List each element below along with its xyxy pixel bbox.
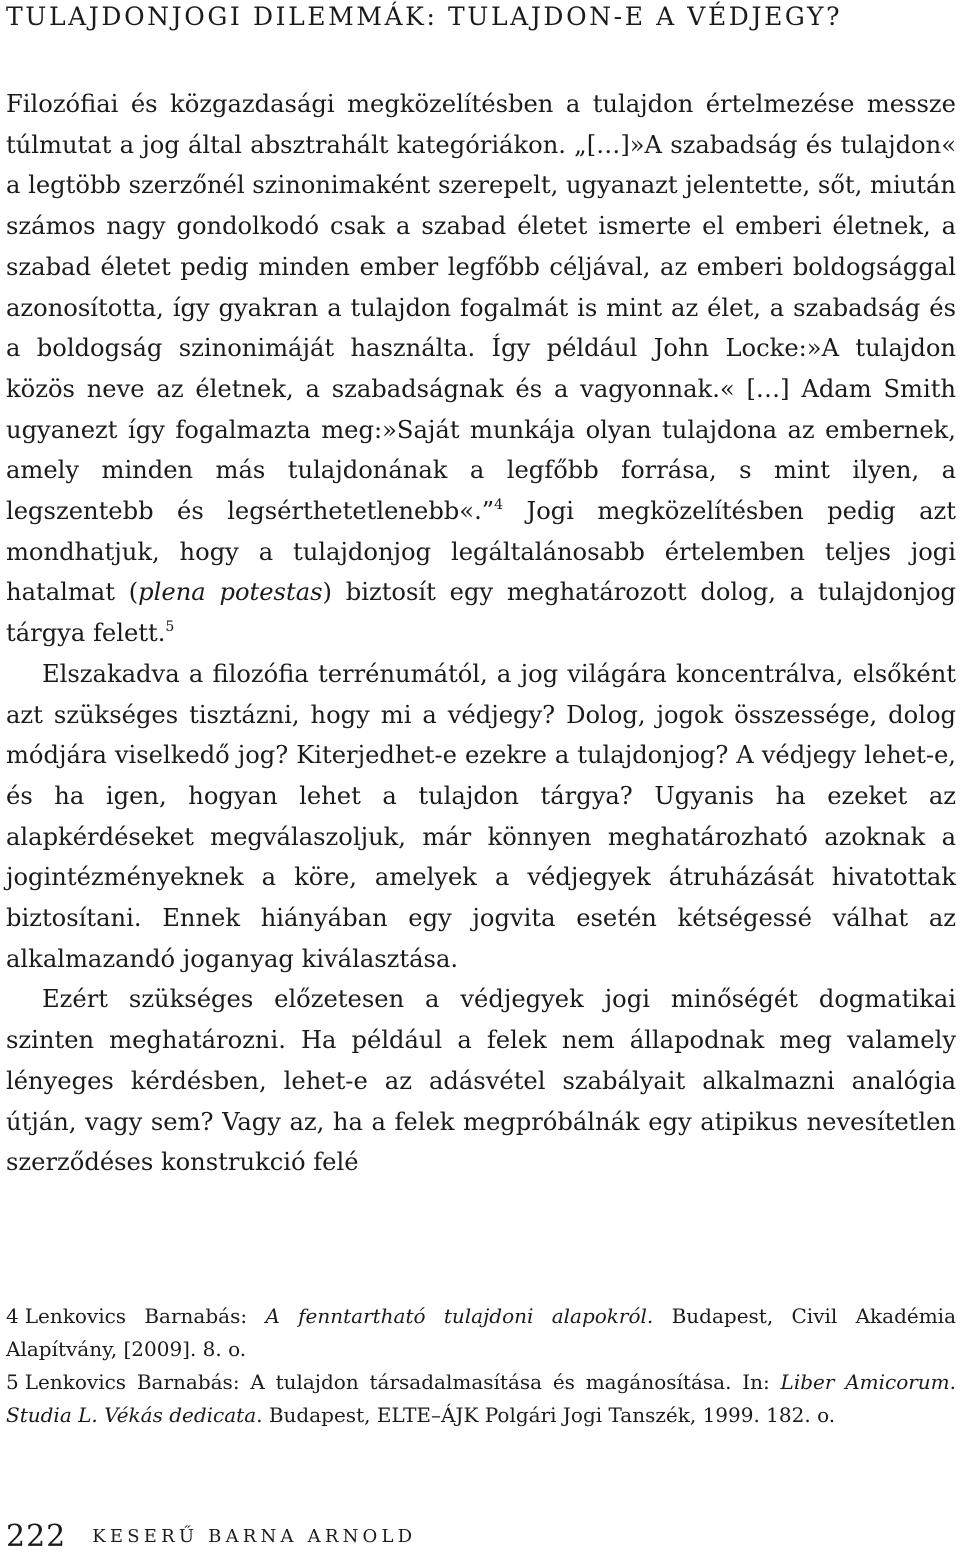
paragraph-2: Elszakadva a filozófia terrénumától, a jog világára koncentrálva, elsőként azt szükséges tisztázni, hogy mi a védjegy? Dolog, jogok összessége, dolog módjára viselkedő jog? Kiterjedhet-e ezekre a tulajdonjog? A védjegy lehet-e, és ha igen, hogyan lehet a tulajdon tárgya? Ugyanis ha ezeket az alapkérdéseket megválaszoljuk, már könnyen meghatározható azoknak a jogintézményeknek a köre, amelyek a védjegyek átruházását hivatottak biztosítani. Ennek hiányában egy jogvita esetén kétségessé válhat az alkalmazandó joganyag kiválasztása. — [6, 659, 956, 973]
footnote-number: 5 — [6, 1370, 19, 1394]
paragraph-1-text-c: ) biztosít egy meghatározott dolog, a tulajdonjog tárgya felett. — [6, 578, 956, 648]
footnote-ref-5[interactable]: 5 — [165, 619, 175, 636]
page-number: 222 — [6, 1519, 67, 1554]
footnote-ref-4[interactable]: 4 — [494, 497, 504, 514]
paragraph-1-text-a: Filozófiai és közgazdasági megközelítésben a tulajdon értelmezése messze túlmutat a jog által absztrahált kategóriákon. „[…]»A szabadság és tulajdon« a legtöbb szerzőnél szinonimaként szerepelt, ugyanazt jelentette, sőt, miután számos nagy gondolkodó csak a szabad életet ismerte el emberi életnek, a szabad életet pedig minden ember legfőbb céljával, az emberi boldogsággal azonosította, így gyakran a tulajdon fogalmát is mint az élet, a szabadság és a boldogság szinonimáját használta. Így például John Locke:»A tulajdon közös neve az életnek, a szabadságnak és a vagyonnak.« […] Adam Smith ugyanezt így fogalmazta meg:»Saját munkája olyan tulajdona az embernek, amely minden más tulajdonának a legfőbb forrása, s mint ilyen, a legszentebb és legsérthetetlenebb«.” — [6, 90, 956, 526]
footnotes — [6, 1300, 956, 1432]
paragraph-3: Ezért szükséges előzetesen a védjegyek jogi minőségét dogmatikai szinten meghatározni. Ha például a felek nem állapodnak meg valamely lényeges kérdésben, lehet-e az adásvétel szabályait alkalmazni analógia útján, vagy sem? Vagy az, ha a felek megpróbálnák egy atipikus nevesítetlen szerződéses konstrukció felé — [6, 985, 956, 1177]
author-name: KESERŰ BARNA ARNOLD — [92, 1526, 417, 1547]
footnote-text: . Budapest, ELTE–ÁJK Polgári Jogi Tanszék, 1999. 182. o. — [256, 1402, 836, 1427]
paragraph-1 — [6, 84, 956, 654]
footnote-title: Liber Amicorum. Studia L. Vékás dedicata — [6, 1370, 957, 1427]
latin-term: plena potestas — [138, 578, 323, 607]
footnote-title: A fenntartható tulajdoni alapokról. — [265, 1304, 654, 1328]
footnote-text: Lenkovics Barnabás: — [24, 1304, 266, 1328]
page-footer — [6, 1519, 416, 1554]
paragraph-1-text-b: Jogi megközelítésben pedig azt mondhatjuk, hogy a tulajdonjog legáltalánosabb értelemben teljes jogi hatalmat ( — [6, 497, 956, 607]
footnote-5 — [6, 1366, 956, 1431]
footnote-text: Lenkovics Barnabás: A tulajdon társadalmasítása és magánosítása. In: — [24, 1370, 781, 1394]
footnote-text: Budapest, Civil Akadémia Alapítvány, [2009]. 8. o. — [6, 1304, 957, 1361]
footnote-4 — [6, 1300, 956, 1365]
footnote-number: 4 — [6, 1304, 19, 1328]
running-title: TULAJDONJOGI DILEMMÁK: TULAJDON-E A VÉDJEGY? — [6, 2, 843, 31]
body-text — [6, 84, 956, 1183]
